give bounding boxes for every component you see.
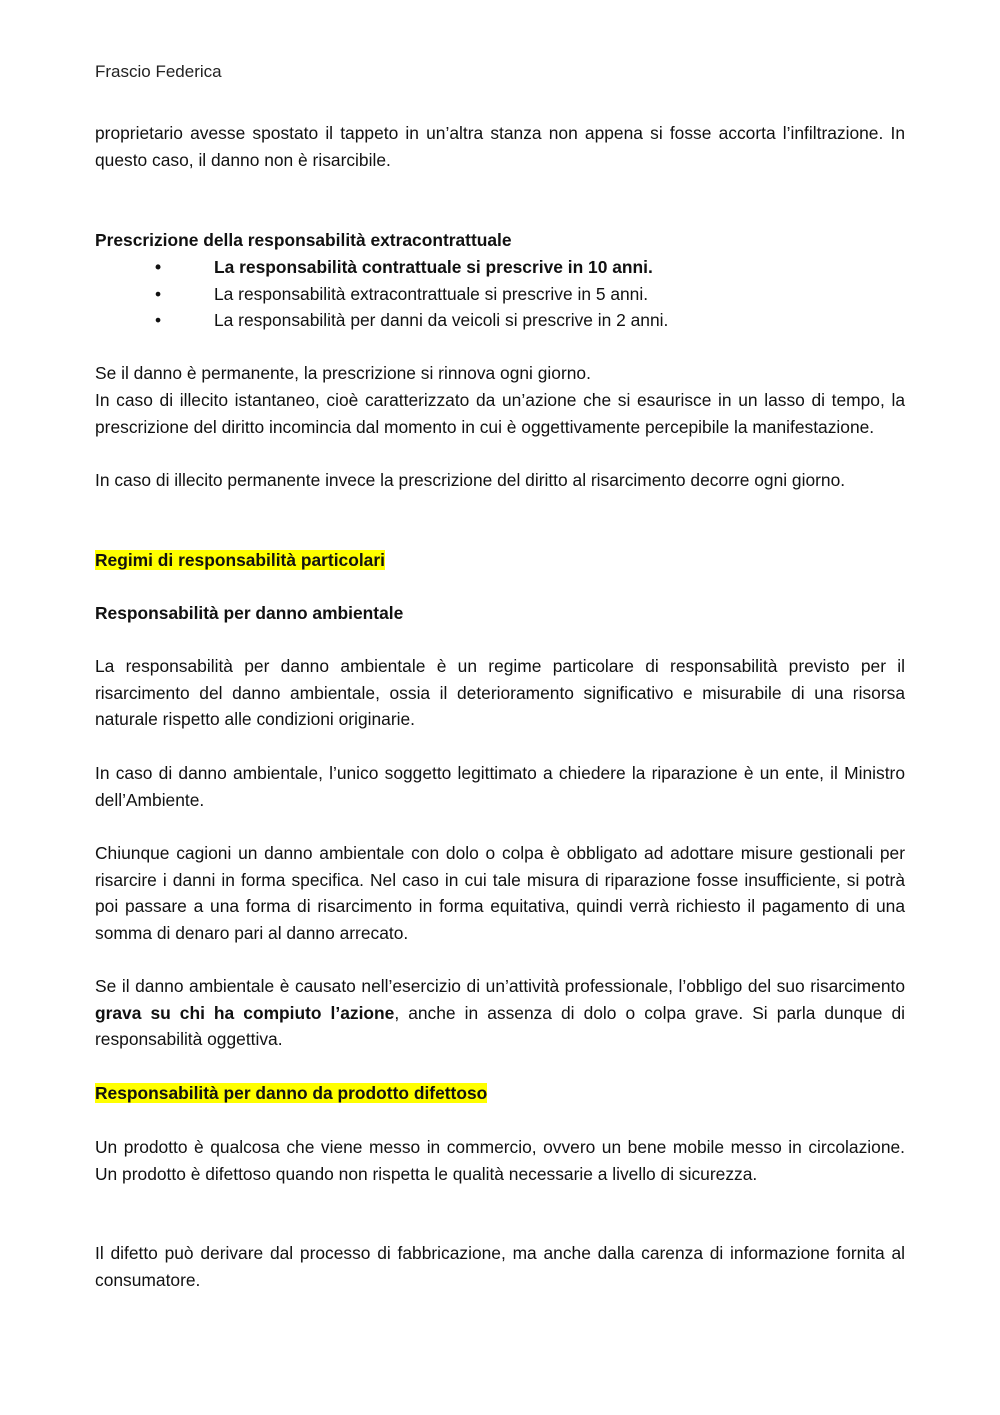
paragraph-text: , anche in assenza di dolo o colpa grave. Si parla dunque di responsabilità oggettiva. [95, 1002, 906, 1050]
prescrizione-paragraph-1: Se il danno è permanente, la prescrizione si rinnova ogni giorno. [95, 363, 591, 383]
ambientale-paragraph-3: Chiunque cagioni un danno ambientale con dolo o colpa è obbligato ad adottare misure gestionali per risarcire i danni in forma specifica. Nel caso in cui tale misura di riparazione fosse insufficiente, si potrà poi passare a una forma di risarcimento in forma equitativa, quindi verrà richiesto il pagamento di una somma di denaro pari al danno arrecato. [95, 843, 905, 943]
highlighted-text: Regimi di responsabilità particolari [95, 550, 385, 570]
paragraph-text: Se il danno ambientale è causato nell’esercizio di un’attività professionale, l’obbligo del suo risarcimento [95, 976, 905, 996]
ambientale-paragraph-1: La responsabilità per danno ambientale è un regime particolare di responsabilità previsto per il risarcimento del danno ambientale, ossia il deterioramento significativo e misurabile di una risorsa naturale rispetto alle condizioni originarie. [95, 656, 905, 730]
regimi-heading [95, 547, 385, 574]
prodotto-paragraph-1: Un prodotto è qualcosa che viene messo in commercio, ovvero un bene mobile messo in circolazione. Un prodotto è difettoso quando non rispetta le qualità necessarie a livello di sicurezza. [95, 1137, 905, 1184]
prescrizione-paragraph-2: In caso di illecito istantaneo, cioè caratterizzato da un’azione che si esaurisce in un lasso di tempo, la prescrizione del diritto incomincia dal momento in cui è oggettivamente percepibile la manifestazione. [95, 390, 905, 437]
list-item-text: La responsabilità extracontrattuale si prescrive in 5 anni. [214, 283, 649, 304]
bullet-icon: • [155, 310, 162, 331]
prescrizione-bullet-list [95, 254, 905, 334]
list-item-text: La responsabilità contrattuale si prescrive in 10 anni. [214, 257, 653, 277]
list-item-text: La responsabilità per danni da veicoli si prescrive in 2 anni. [214, 310, 669, 331]
prodotto-paragraph-2: Il difetto può derivare dal processo di fabbricazione, ma anche dalla carenza di informazione fornita al consumatore. [95, 1243, 905, 1290]
prescrizione-heading: Prescrizione della responsabilità extracontrattuale [95, 230, 512, 250]
ambientale-paragraph-4 [95, 973, 905, 1053]
bullet-icon: • [155, 257, 162, 277]
list-item [95, 281, 905, 308]
ambientale-paragraph-2: In caso di danno ambientale, l’unico soggetto legittimato a chiedere la riparazione è un ente, il Ministro dell’Ambiente. [95, 763, 905, 810]
page-header-author: Frascio Federica [95, 62, 222, 81]
bold-text: grava su chi ha compiuto l’azione [95, 1002, 395, 1023]
prescrizione-paragraph-3: In caso di illecito permanente invece la prescrizione del diritto al risarcimento decorre ogni giorno. [95, 470, 846, 490]
prodotto-heading [95, 1080, 487, 1107]
ambientale-heading: Responsabilità per danno ambientale [95, 603, 404, 623]
highlighted-text: Responsabilità per danno da prodotto difettoso [95, 1083, 488, 1103]
bullet-icon: • [155, 283, 162, 304]
intro-paragraph: proprietario avesse spostato il tappeto in un’altra stanza non appena si fosse accorta l’infiltrazione. In questo caso, il danno non è risarcibile. [95, 123, 905, 170]
list-item [95, 254, 905, 281]
list-item [95, 307, 905, 334]
